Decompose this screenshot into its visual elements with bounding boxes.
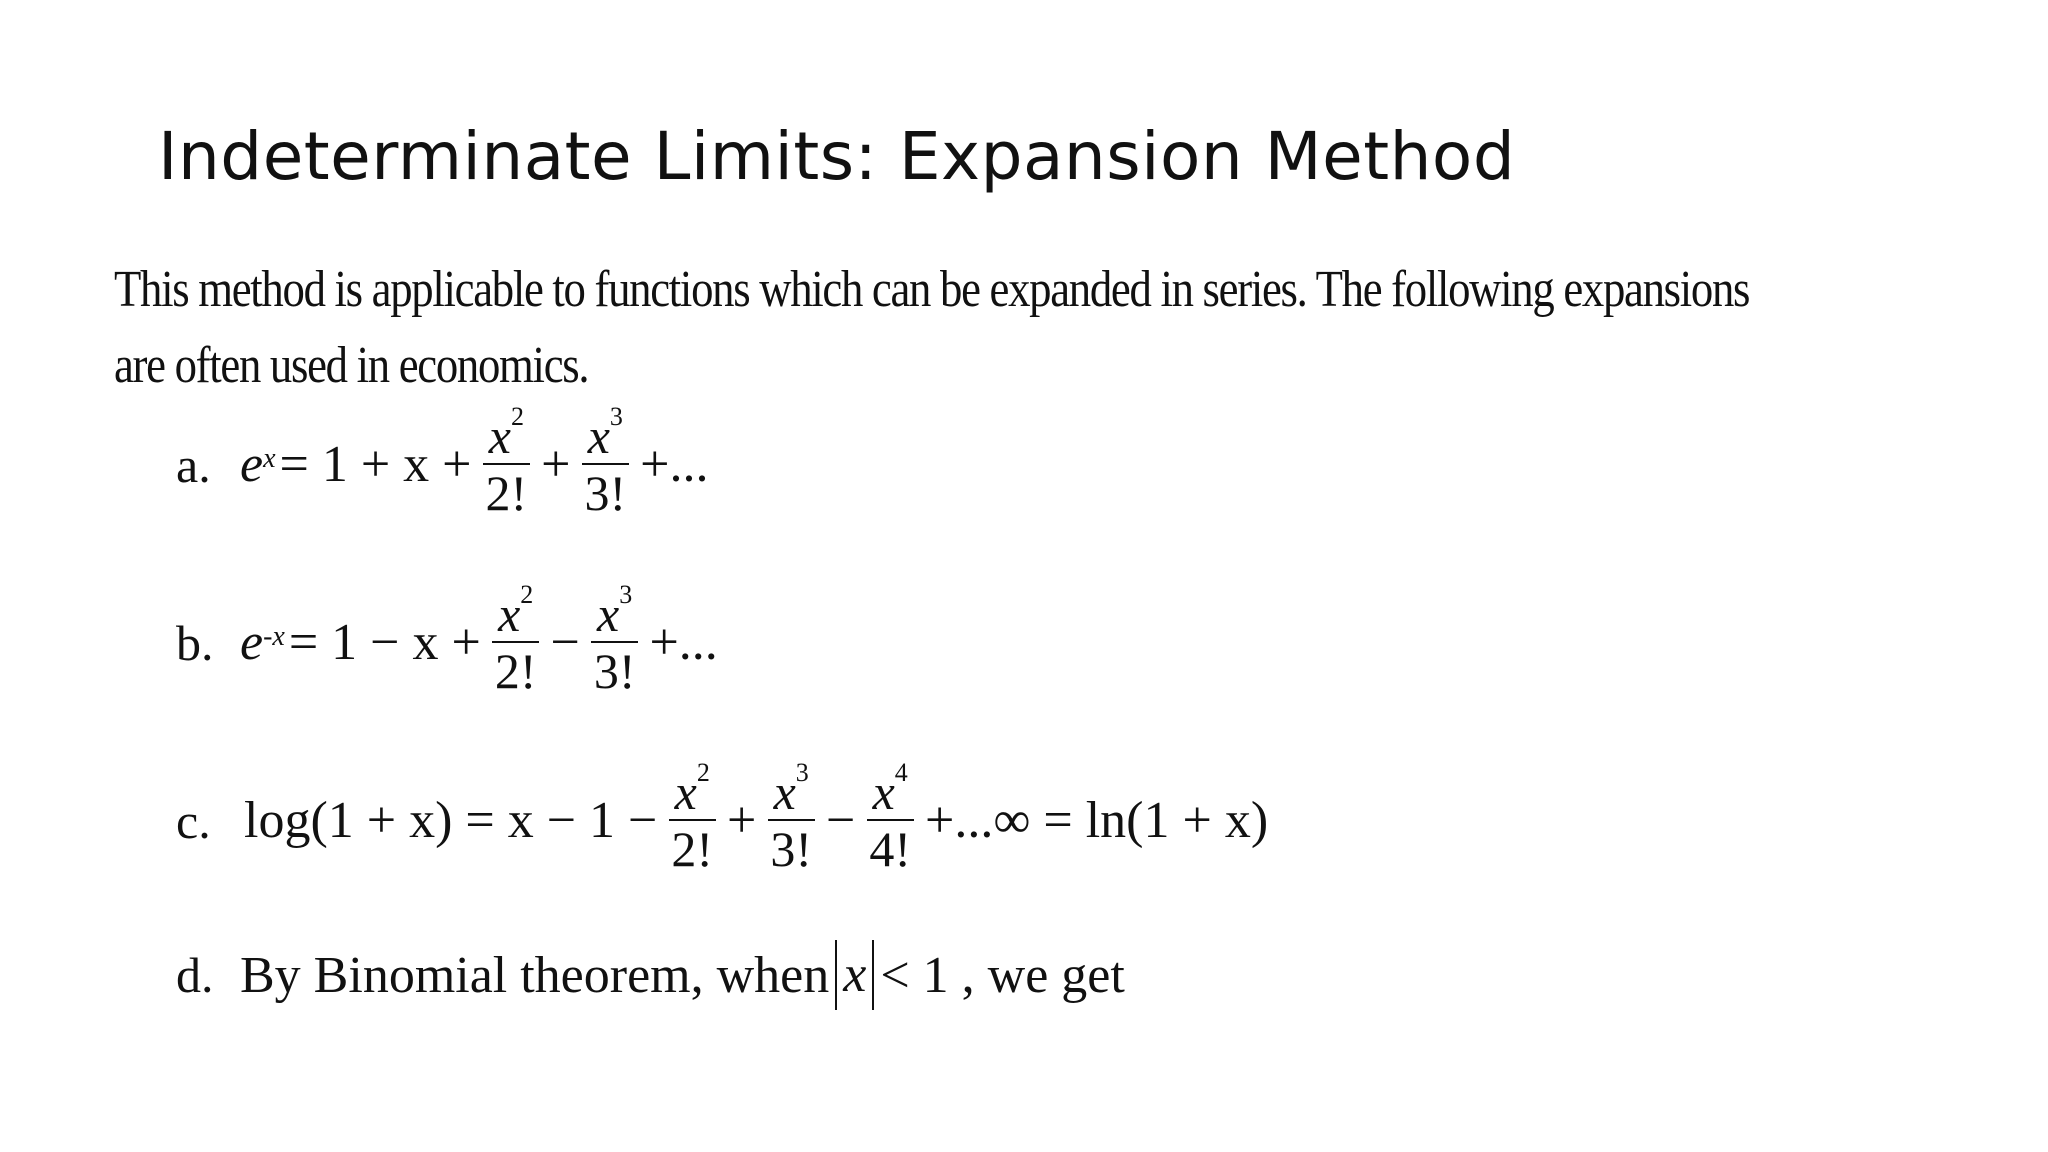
denominator: 3! <box>593 642 636 699</box>
fraction <box>665 758 719 877</box>
intro-line-1: This method is applicable to functions which can be expanded in series. The following expansions <box>114 261 1750 318</box>
term: +... <box>649 614 718 671</box>
fraction <box>764 758 818 877</box>
term: = 1 + x + <box>279 436 472 493</box>
term: +... <box>640 436 709 493</box>
term: = 1 − x + <box>288 614 481 671</box>
numerator: x <box>587 408 610 464</box>
binomial-text-before: By Binomial theorem, when <box>240 946 830 1004</box>
binomial-text-after: < 1 , we get <box>880 946 1125 1004</box>
denominator: 2! <box>494 642 537 699</box>
expansion-item-c <box>176 758 1272 877</box>
lhs: log(1 + x) = x − 1 − <box>244 792 658 849</box>
numerator-exponent: 2 <box>520 580 534 610</box>
term: + <box>727 792 757 849</box>
item-marker: b. <box>176 614 214 671</box>
lhs-base: e <box>240 436 264 493</box>
denominator: 2! <box>671 820 714 877</box>
numerator: x <box>773 764 796 820</box>
numerator-exponent: 3 <box>609 402 623 432</box>
item-marker: a. <box>176 436 211 493</box>
numerator-exponent: 3 <box>795 758 809 788</box>
fraction <box>579 402 633 521</box>
numerator: x <box>488 408 511 464</box>
numerator: x <box>674 764 697 820</box>
term: + <box>541 436 571 493</box>
term: +...∞ = ln(1 + x) <box>925 792 1269 849</box>
fraction <box>863 758 917 877</box>
term: − <box>550 614 580 671</box>
numerator: x <box>597 586 620 642</box>
fraction <box>489 580 543 699</box>
term: − <box>826 792 856 849</box>
numerator-exponent: 2 <box>510 402 524 432</box>
slide-title: Indeterminate Limits: Expansion Method <box>158 118 1516 195</box>
numerator-exponent: 4 <box>894 758 908 788</box>
fraction <box>588 580 642 699</box>
intro-paragraph <box>114 252 1750 404</box>
absolute-value-x: x <box>835 940 874 1010</box>
expansion-item-b <box>176 580 722 699</box>
item-marker: c. <box>176 792 211 849</box>
denominator: 4! <box>869 820 912 877</box>
numerator-exponent: 2 <box>696 758 710 788</box>
intro-line-2: are often used in economics. <box>114 337 589 394</box>
lhs-exponent: x <box>263 442 276 474</box>
expansion-item-d <box>176 940 1125 1010</box>
numerator: x <box>872 764 895 820</box>
denominator: 3! <box>770 820 813 877</box>
item-marker: d. <box>176 947 214 1003</box>
expansion-item-a <box>176 402 712 521</box>
lhs-base: e <box>240 614 264 671</box>
numerator: x <box>498 586 521 642</box>
lhs-exponent: -x <box>263 620 285 652</box>
denominator: 3! <box>584 464 627 521</box>
denominator: 2! <box>485 464 528 521</box>
numerator-exponent: 3 <box>619 580 633 610</box>
fraction <box>480 402 534 521</box>
